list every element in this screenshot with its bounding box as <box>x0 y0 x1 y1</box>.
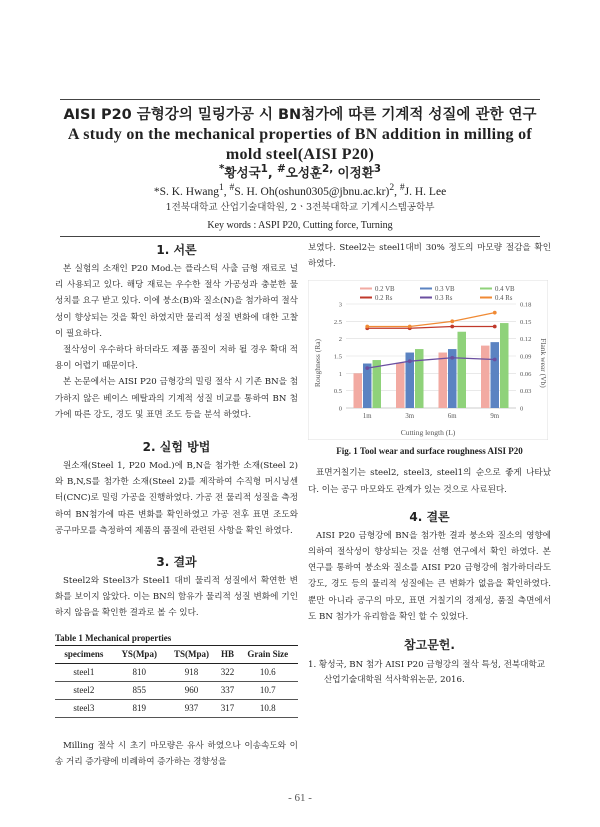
right-column <box>308 240 551 688</box>
y-tick-label: 2 <box>338 336 342 344</box>
page-number: - 61 - <box>288 792 312 804</box>
bar <box>396 363 405 408</box>
author-en-3: #J. H. Lee <box>399 182 447 198</box>
results-paragraph-1: Steel2와 Steel3가 Steel1 대비 물리적 성질에서 확연한 변화를 보이지 않았다. 이는 BN의 함유가 물리적 성질 변화에 기인하지 않음을 확인한 결과로 볼 수 있다. <box>55 576 298 619</box>
y2-tick-label: 0 <box>520 405 524 413</box>
table-cell: 337 <box>220 685 235 696</box>
table-header-cell: HB <box>220 649 234 660</box>
table-cell: 10.6 <box>259 667 276 678</box>
bar <box>363 364 372 408</box>
author-ko-2: #오성훈$^{2,}$ <box>277 163 334 181</box>
table-header-cell: specimens <box>64 649 104 660</box>
line-point <box>365 367 369 371</box>
bar <box>500 323 509 408</box>
table-cell: steel1 <box>73 667 95 678</box>
heading-introduction: 1. 서론 <box>156 243 197 257</box>
legend-label: 0.3 Rs <box>435 295 453 303</box>
line-point <box>493 358 497 362</box>
table-cell: 10.7 <box>259 685 276 696</box>
line-point <box>493 311 497 315</box>
table-cell: 819 <box>132 703 146 714</box>
line-point <box>493 325 497 329</box>
results-paragraph-continued: 보였다. Steel2는 steel1대비 30% 정도의 마모량 절감을 확인하였다. <box>308 243 551 270</box>
y2-tick-label: 0.03 <box>520 388 532 396</box>
results-paragraph-2: Milling 절삭 시 초기 마모량은 유사 하였으나 이송속도와 이송 거리 증가량에 비례하여 증가하는 경향성을 <box>55 740 298 767</box>
method-paragraph-1: 원소재(Steel 1, P20 Mod.)에 B,N을 첨가한 소재(Steel 2)와 B,N,S를 첨가한 소재(Steel 2)를 제작하여 수직형 머시닝센터(CNC)로 밀링 가공을 진행하였다. 가공 전 물리적 성질을 측정하여 BN첨가에 따른 변화를 확인하였고 가공 전후 표면 조도와 공구마모를 측정하여 제품의 품질에 관련된 사항을 확인 하였다. <box>55 461 298 536</box>
intro-paragraph-1: 본 실험의 소재인 P20 Mod.는 플라스틱 사출 금형 재료로 널리 사용되고 있다. 해당 재료는 우수한 절삭 가공성과 충분한 물성치를 요구 받고 있다. 이에 붕소(B)와 질소(N)을 첨가하여 절삭성이 향상되는 것을 확인 하였지만 물리적 성질 변화에 대한 고찰이 필요하다. <box>55 264 298 339</box>
table-cell: 918 <box>184 667 199 678</box>
table-cell: 10.8 <box>259 703 276 714</box>
legend-label: 0.3 VB <box>435 286 455 294</box>
y-tick-label: 3 <box>338 301 342 309</box>
author-en-2: #S. H. Oh(oshun0305@jbnu.ac.kr)$^2$, <box>229 182 400 198</box>
header-divider <box>60 236 540 237</box>
table-header-cell: Grain Size <box>247 649 289 660</box>
bar <box>458 332 467 408</box>
y-tick-label: 2.5 <box>333 319 342 327</box>
left-column <box>55 240 298 770</box>
x-tick-label: 6m <box>447 413 457 421</box>
y2-tick-label: 0.06 <box>520 371 532 379</box>
line-point <box>450 320 454 324</box>
table-row <box>55 699 298 717</box>
heading-conclusion: 4. 결론 <box>409 509 450 524</box>
table-cell: 810 <box>132 667 146 678</box>
chart-y-label: Roughness (Ra) <box>313 339 322 388</box>
y-tick-label: 0.5 <box>333 388 342 396</box>
table-header-row <box>55 645 298 663</box>
bar <box>354 374 363 409</box>
reference-item: 1. 황성국, BN 첨가 AISI P20 금형강의 절삭 특성, 전북대학교 산업기술대학원 석사학위논문, 2016. <box>308 660 546 686</box>
keywords: Key words : ASPI P20, Cutting force, Turning <box>207 220 393 231</box>
table-cell: 322 <box>220 667 235 678</box>
figure-caption: Fig. 1 Tool wear and surface roughness AISI P20 <box>336 446 523 457</box>
table-cell: 317 <box>220 703 235 714</box>
heading-method: 2. 실험 방법 <box>142 440 211 455</box>
y-tick-label: 1 <box>338 371 342 379</box>
y-tick-label: 1.5 <box>333 353 342 361</box>
line-point <box>365 325 369 329</box>
author-en-1: *S. K. Hwang$^1$, <box>153 182 230 198</box>
table-cell: steel2 <box>73 685 95 696</box>
bar <box>491 343 500 409</box>
authors-korean <box>60 163 540 181</box>
table-cell: steel3 <box>73 703 95 714</box>
table-cell: 937 <box>184 703 199 714</box>
table-header-cell: YS(Mpa) <box>121 649 157 660</box>
tool-wear-roughness-chart <box>308 280 548 440</box>
table-caption: Table 1 Mechanical properties <box>55 632 172 643</box>
conclusion-paragraph: AISI P20 금형강에 BN을 첨가한 결과 붕소와 질소의 영향에 의하여 절삭성이 향상되는 것을 선행 연구에서 확인 하였다. 본 연구를 통하여 붕소와 질소를 AISI P20 금형강에 첨가하더라도 강도, 경도 등의 물리적 성질에는 큰 변화가 없음을 확인하였다. 뿐만 아니라 공구의 마모, 표면 거칠기의 경제성, 품질 측면에서도 BN 첨가가 유리함을 확인 할 수 있었다. <box>308 530 551 622</box>
bar <box>439 353 448 408</box>
intro-paragraph-3: 본 논문에서는 AISI P20 금형강의 밀링 절삭 시 기존 BN을 첨가하지 않은 베이스 메탈과의 기계적 성질 비교를 통하여 BN 첨가에 따른 강도, 경도 및 표면 조도 등을 분석 하였다. <box>55 377 298 420</box>
affiliation: 1전북대학교 산업기술대학원, 2ㆍ3전북대학교 기계시스템공학부 <box>165 202 435 213</box>
y-tick-label: 0 <box>338 405 342 413</box>
line-point <box>408 360 412 364</box>
line-point <box>450 325 454 329</box>
legend-label: 0.2 VB <box>375 286 395 294</box>
bar <box>415 349 424 408</box>
table-row <box>55 681 298 699</box>
y2-tick-label: 0.15 <box>520 319 532 327</box>
title-korean: AISI P20 금형강의 밀링가공 시 BN첨가에 따른 기계적 성질에 관한 연구 <box>63 107 537 123</box>
title-english-line2: mold steel(AISI P20) <box>225 146 375 163</box>
x-tick-label: 1m <box>362 413 372 421</box>
table-cell: 855 <box>132 685 146 696</box>
author-ko-3: 이정환$^3$ <box>337 163 382 181</box>
authors-english <box>60 182 540 198</box>
author-ko-1: *황성국$^1$, <box>218 163 278 181</box>
mechanical-properties-table <box>55 645 298 718</box>
legend-label: 0.4 VB <box>495 286 515 294</box>
y2-tick-label: 0.12 <box>520 336 532 344</box>
y2-tick-label: 0.18 <box>520 301 532 309</box>
table-cell: 960 <box>184 685 199 696</box>
title-english-line1: A study on the mechanical properties of BN addition in milling of <box>67 126 533 143</box>
top-rule <box>60 99 540 100</box>
line-point <box>450 356 454 360</box>
line-point <box>408 325 412 329</box>
roughness-paragraph: 표면거칠기는 steel2, steel3, steel1의 순으로 좋게 나타났다. 이는 공구 마모와도 관계가 있는 것으로 사료된다. <box>308 468 551 495</box>
chart-x-label: Cutting length (L) <box>400 428 456 438</box>
legend-label: 0.4 Rs <box>495 295 513 303</box>
intro-paragraph-2: 절삭성이 우수하다 하더라도 제품 품질이 저하 될 경우 확대 적용이 어렵기 때문이다. <box>55 345 298 372</box>
bar <box>481 346 490 408</box>
table-row <box>55 663 298 681</box>
table-header-cell: TS(Mpa) <box>174 649 210 660</box>
x-tick-label: 3m <box>405 413 415 421</box>
x-tick-label: 9m <box>490 413 500 421</box>
y2-tick-label: 0.09 <box>520 353 532 361</box>
heading-references: 참고문헌. <box>404 638 455 653</box>
legend-label: 0.2 Rs <box>375 295 393 303</box>
chart-y2-label: Flank wear (Vb) <box>539 338 548 389</box>
heading-results: 3. 결과 <box>156 555 197 570</box>
